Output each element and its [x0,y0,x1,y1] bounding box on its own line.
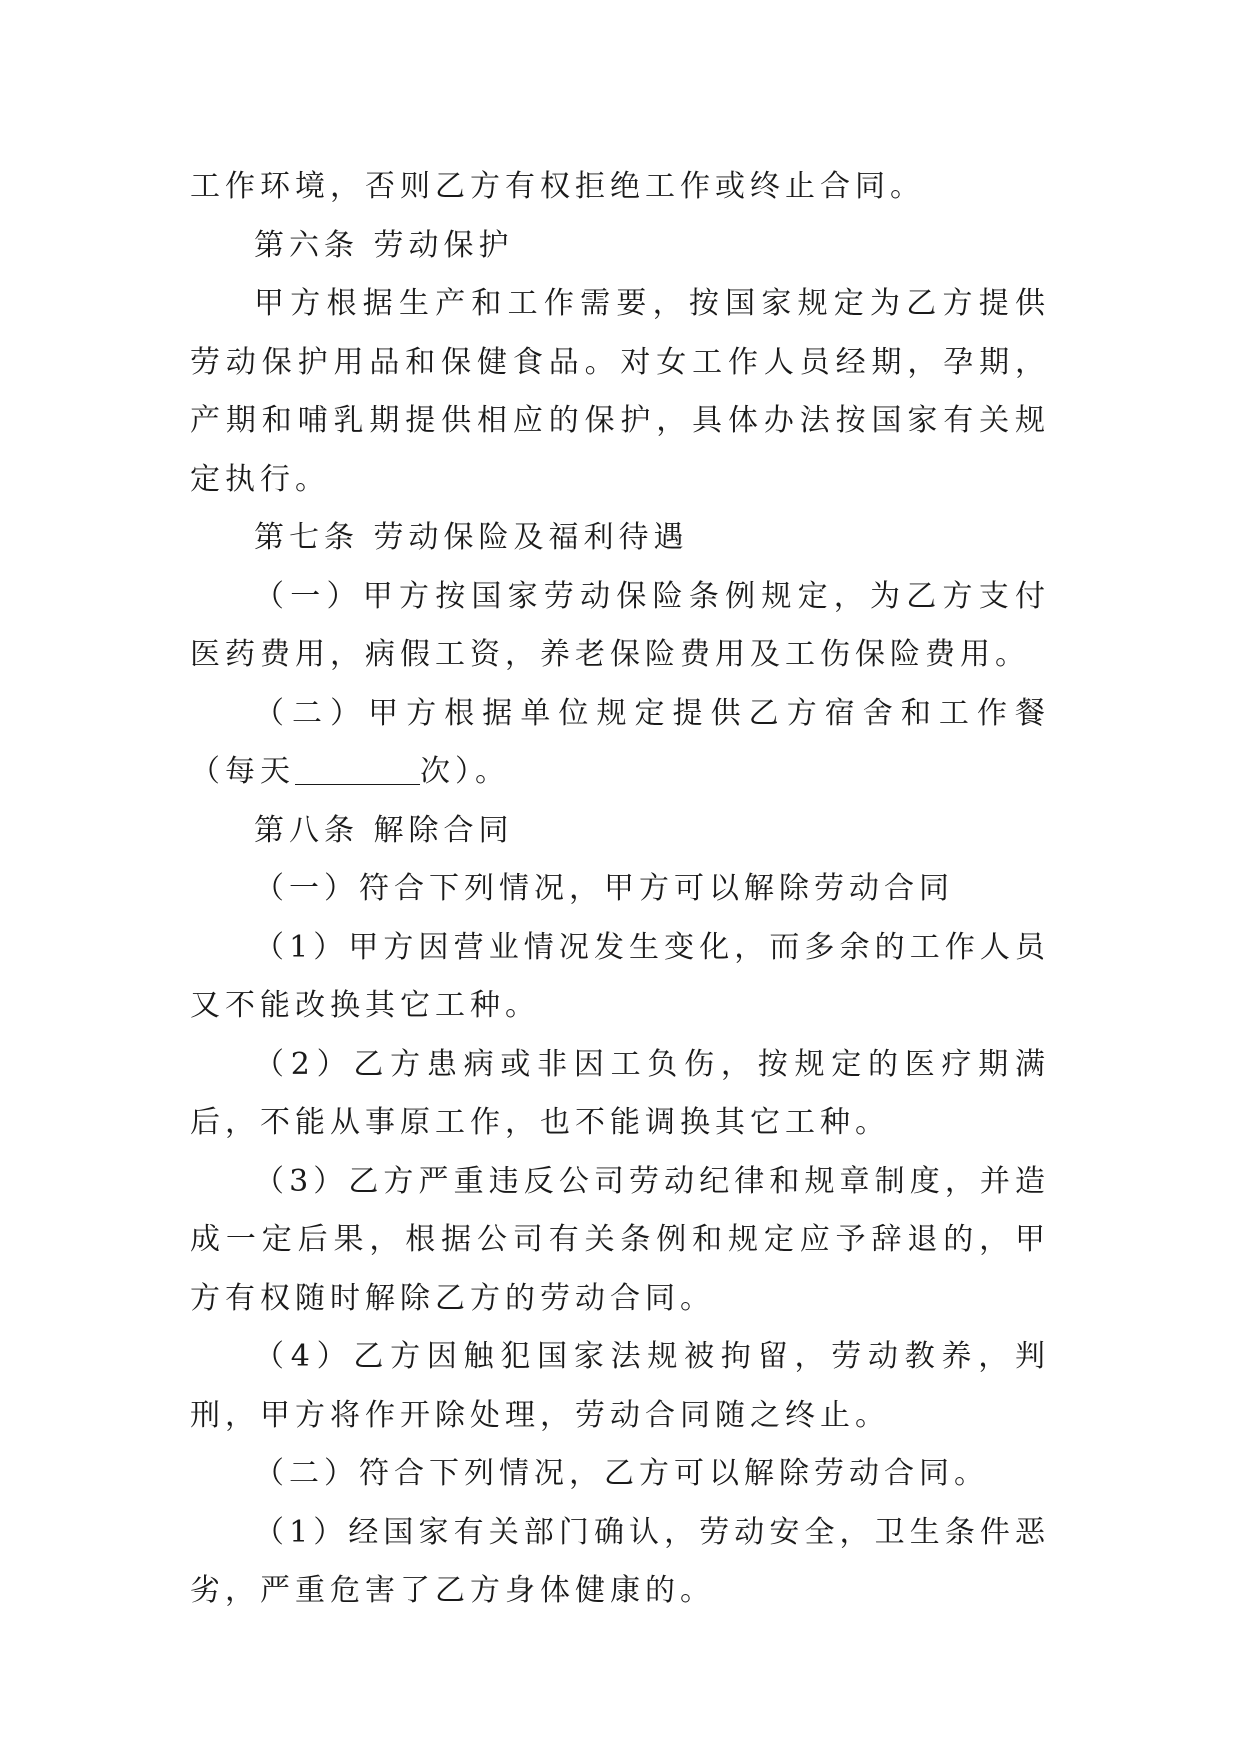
article-6-heading: 第六条 劳动保护 [254,227,514,263]
meals-per-day-blank [295,754,420,785]
article-7-heading: 第七条 劳动保险及福利待遇 [254,520,689,555]
article-8-heading: 第八条 解除合同 [254,812,514,848]
article-7-item-2 [190,685,1050,802]
article-8-section-2: （二）符合下列情况，乙方可以解除劳动合同。 [254,1456,989,1491]
document-body [190,158,1050,1621]
article-8-section-1-item-4: （4）乙方因触犯国家法规被拘留，劳动教养，判刑，甲方将作开除处理，劳动合同随之终止。 [190,1339,1050,1433]
article-8-section-1-item-1: （1）甲方因营业情况发生变化，而多余的工作人员又不能改换其它工种。 [190,929,1050,1023]
article-8-section-2-item-1: （1）经国家有关部门确认，劳动安全，卫生条件恶劣，严重危害了乙方身体健康的。 [190,1514,1050,1608]
article-7-item-2-end: 次）。 [420,754,510,789]
article-7-item-1: （一）甲方按国家劳动保险条例规定，为乙方支付医药费用，病假工资，养老保险费用及工伤保险费用。 [190,578,1050,672]
article-8-section-1-item-3: （3）乙方严重违反公司劳动纪律和规章制度，并造成一定后果，根据公司有关条例和规定应予辞退的，甲方有权随时解除乙方的劳动合同。 [190,1163,1050,1316]
article-8-section-1-item-2: （2）乙方患病或非因工负伤，按规定的医疗期满后，不能从事原工作，也不能调换其它工种。 [190,1046,1050,1140]
article-6-body: 甲方根据生产和工作需要，按国家规定为乙方提供劳动保护用品和保健食品。对女工作人员经期，孕期，产期和哺乳期提供相应的保护，具体办法按国家有关规定执行。 [190,286,1050,497]
paragraph-continuation: 工作环境，否则乙方有权拒绝工作或终止合同。 [190,169,925,204]
article-7-item-2-text: （二）甲方根据单位规定提供乙方宿舍和工作餐（每天 [190,695,1050,789]
article-8-section-1: （一）符合下列情况，甲方可以解除劳动合同 [254,871,954,906]
